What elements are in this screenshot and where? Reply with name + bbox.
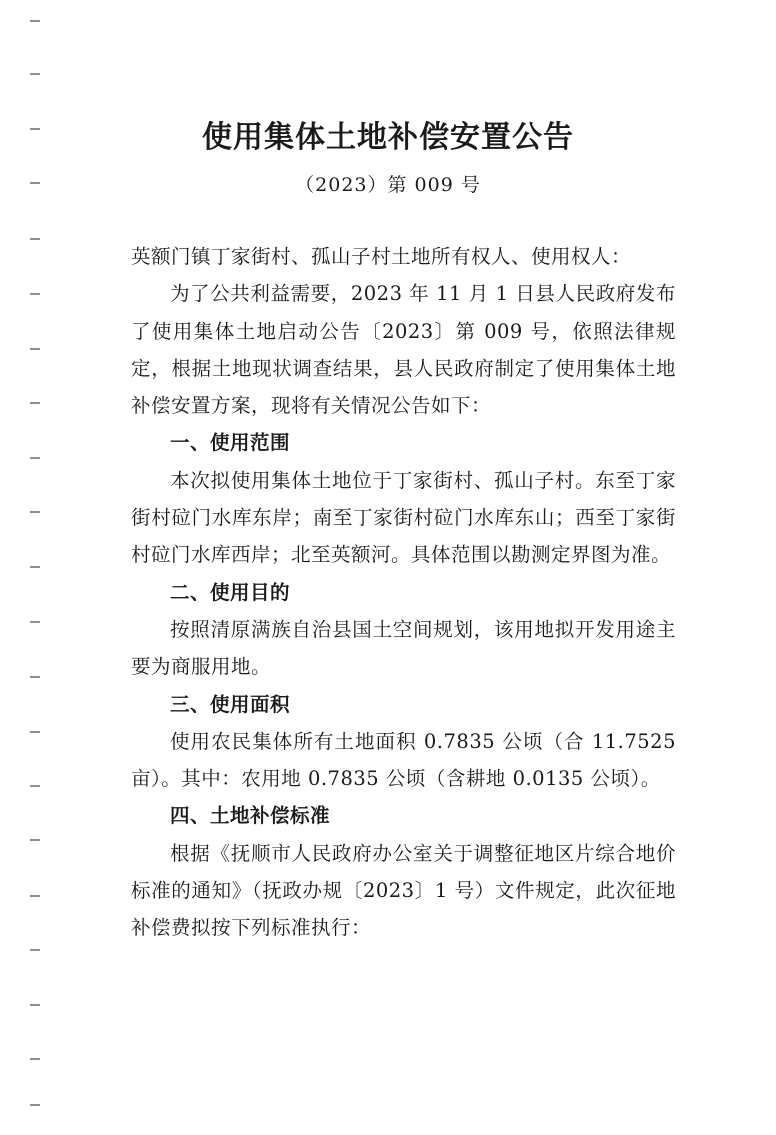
binding-mark — [30, 1004, 40, 1006]
intro-paragraph: 为了公共利益需要，2023 年 11 月 1 日县人民政府发布了使用集体土地启动公告〔2023〕第 009 号，依照法律规定，根据土地现状调查结果，县人民政府制定了使用集体土地补偿安置方案，现将有关情况公告如下： — [131, 282, 676, 418]
binding-mark — [30, 20, 40, 22]
binding-mark — [30, 839, 40, 841]
binding-mark — [30, 402, 40, 404]
binding-mark — [30, 238, 40, 240]
section-heading-purpose: 二、使用目的 — [170, 580, 291, 604]
binding-mark — [30, 73, 40, 75]
binding-mark — [30, 348, 40, 350]
binding-mark — [30, 1104, 40, 1106]
section-text-scope: 本次拟使用集体土地位于丁家街村、孤山子村。东至丁家街村砬门水库东岸；南至丁家街村砬门水库东山；西至丁家街村砬门水库西岸；北至英额河。具体范围以勘测定界图为准。 — [131, 468, 676, 567]
binding-mark — [30, 621, 40, 623]
section-heading-compensation: 四、土地补偿标准 — [170, 804, 331, 828]
document-title: 使用集体土地补偿安置公告 — [202, 120, 574, 155]
binding-mark — [30, 511, 40, 513]
binding-mark — [30, 949, 40, 951]
document-body — [131, 238, 676, 947]
binding-mark — [30, 293, 40, 295]
section-text-area: 使用农民集体所有土地面积 0.7835 公顷（合 11.7525 亩）。其中：农用地 0.7835 公顷（含耕地 0.0135 公顷）。 — [131, 729, 676, 791]
section-heading-scope: 一、使用范围 — [170, 431, 291, 455]
document-number: （2023）第 009 号 — [295, 174, 481, 196]
binding-mark — [30, 676, 40, 678]
salutation: 英额门镇丁家街村、孤山子村土地所有权人、使用权人： — [131, 245, 632, 268]
binding-mark — [30, 566, 40, 568]
binding-mark — [30, 1058, 40, 1060]
section-text-compensation: 根据《抚顺市人民政府办公室关于调整征地区片综合地价标准的通知》（抚政办规〔2023〕1 号）文件规定，此次征地补偿费拟按下列标准执行： — [131, 841, 676, 940]
binding-mark — [30, 457, 40, 459]
binding-mark — [30, 785, 40, 787]
section-heading-area: 三、使用面积 — [170, 692, 291, 716]
binding-mark — [30, 895, 40, 897]
section-text-purpose: 按照清原满族自治县国土空间规划，该用地拟开发用途主要为商服用地。 — [131, 617, 676, 679]
binding-mark — [30, 731, 40, 733]
